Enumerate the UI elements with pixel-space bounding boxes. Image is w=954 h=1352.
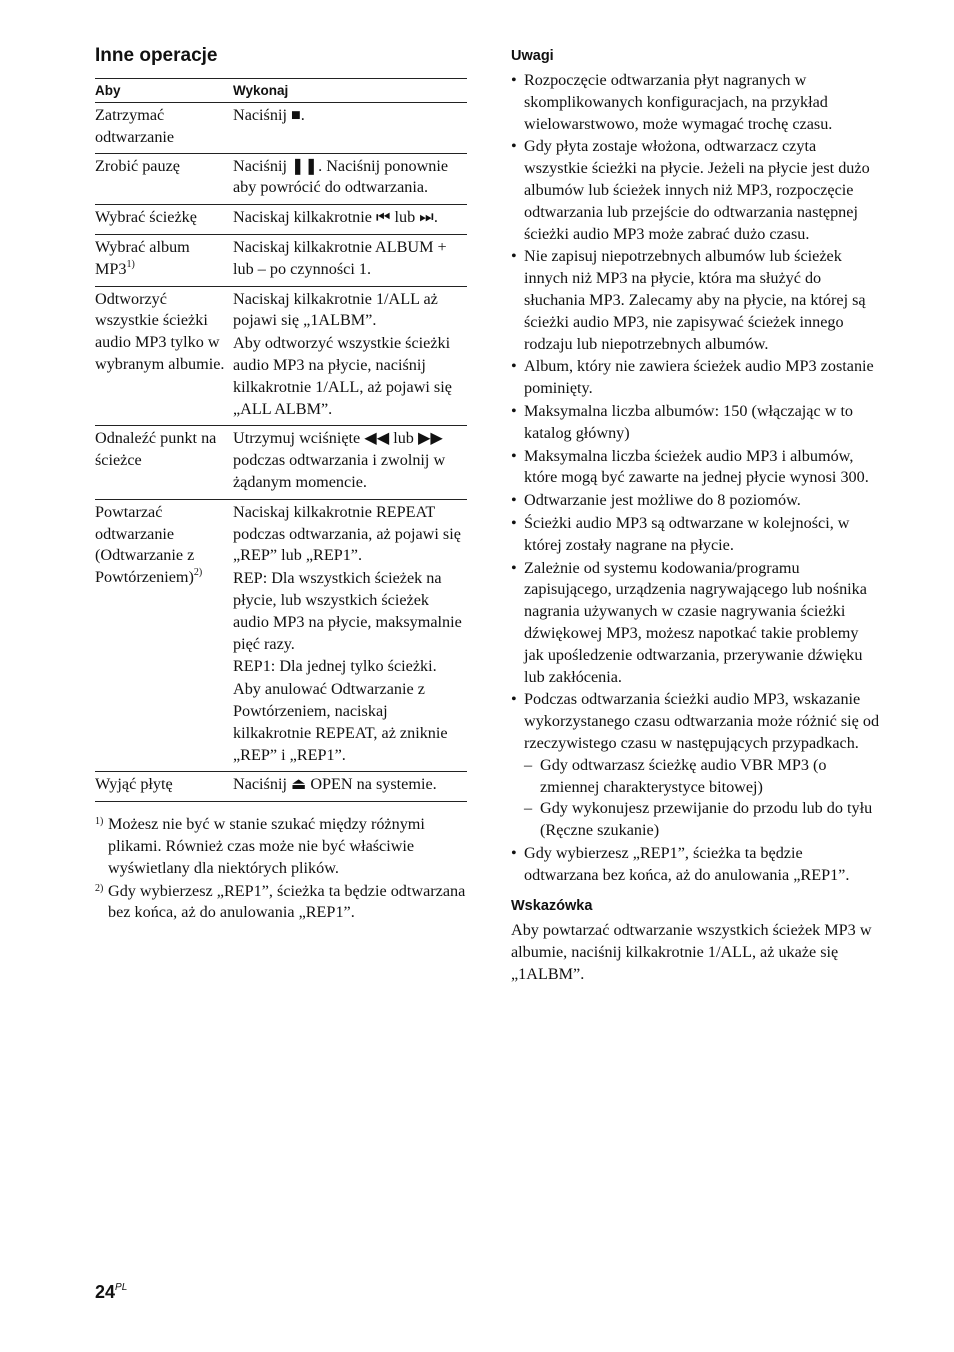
table-header-row <box>95 79 467 103</box>
row-instruction: Naciskaj kilkakrotnie 1/ALL aż pojawi się „1ALBM”. Aby odtworzyć wszystkie ścieżki audio MP3 na płycie, naciśnij kilkakrotnie 1/ALL, aż pojawi się „ALL ALBM”. <box>233 286 467 426</box>
row-action: Powtarzać odtwarzanie (Odtwarzanie z Powtórzeniem)$^{2)}$ <box>95 499 233 772</box>
tip-title: Wskazówka <box>511 898 593 915</box>
row-action: Odnaleźć punkt na ścieżce <box>95 426 233 499</box>
section-title: Inne operacje <box>95 45 218 66</box>
header-wykonaj: Wykonaj <box>233 79 467 103</box>
footnote-ref: 1) <box>126 258 135 270</box>
list-item: • Zależnie od systemu kodowania/programu zapisującego, urządzenia nagrywającego lub nośnika nagrania używanych w czasie nagrywania ścieżki dźwiękowej MP3, możesz napotkać takie problemy jak upośledzenie odtwarzania, przerywanie dźwięku lub zakłócenia. <box>511 558 867 686</box>
list-item: • Album, który nie zawiera ścieżek audio MP3 zostanie pominięty. <box>511 357 874 398</box>
row-instruction: Naciśnij ■. <box>233 103 467 154</box>
table-row <box>95 234 467 286</box>
footnotes <box>95 814 467 924</box>
row-action: Zrobić pauzę <box>95 153 233 205</box>
list-item: • Ścieżki audio MP3 są odtwarzane w kolejności, w której zostały nagrane na płycie. <box>511 513 850 554</box>
right-column <box>511 46 881 986</box>
row-action: Wybrać album MP3$^{1)}$ <box>95 234 233 286</box>
row-action: Wyjąć płytę <box>95 772 233 802</box>
page-number: $24^{PL}$ <box>95 1282 128 1302</box>
sub-list <box>524 755 881 842</box>
notes-title: Uwagi <box>511 48 554 64</box>
tip-text: Aby powtarzać odtwarzanie wszystkich ścieżek MP3 w albumie, naciśnij kilkakrotnie 1/ALL, aż ukaże się „1ALBM”. <box>511 921 872 984</box>
table-row <box>95 153 467 205</box>
table-row <box>95 286 467 426</box>
row-action: Wybrać ścieżkę <box>95 205 233 235</box>
list-item: • Gdy płyta zostaje włożona, odtwarzacz czyta wszystkie ścieżki na płycie. Jeżeli na płycie jest dużo albumów lub ścieżek innych niż MP3, rozpoczęcie odtwarzania lub przejście do odtwarzania następnej ścieżki audio MP3 może zabrać dużo czasu. <box>511 137 870 243</box>
row-instruction: Naciśnij ⏏ OPEN na systemie. <box>233 772 467 802</box>
list-item: • Nie zapisuj niepotrzebnych albumów lub ścieżek innych niż MP3 na płycie, która ma służyć do słuchania MP3. Zalecamy aby na płycie, na której są ścieżki audio MP3, nie zapisywać ścieżek innego rodzaju lub niepotrzebnych albumów. <box>511 247 866 353</box>
table-row <box>95 499 467 772</box>
footnote: 2) Gdy wybierzesz „REP1”, ścieżka ta będzie odtwarzana bez końca, aż do anulowania „REP1”. <box>95 881 466 922</box>
list-item: • Gdy wybierzesz „REP1”, ścieżka ta będzie odtwarzana bez końca, aż do anulowania „REP1”. <box>511 843 850 884</box>
list-item: • Podczas odtwarzania ścieżki audio MP3, wskazanie wykorzystanego czasu odtwarzania może różnić się od rzeczywistego czasu w następujących przypadkach. – Gdy odtwarzasz ścieżkę audio VBR MP3 (o zmiennej charakterystyce bitowej) – Gdy wykonujesz przewijanie do przodu lub do tyłu (Ręczne szukanie) <box>511 689 881 842</box>
row-action: Odtworzyć wszystkie ścieżki audio MP3 tylko w wybranym albumie. <box>95 286 233 426</box>
row-instruction: Naciskaj kilkakrotnie ⏮ lub ⏭. <box>233 205 467 235</box>
list-item: • Odtwarzanie jest możliwe do 8 poziomów. <box>511 491 801 510</box>
list-item: • Maksymalna liczba albumów: 150 (włączając w to katalog główny) <box>511 401 854 442</box>
row-instruction: Naciskaj kilkakrotnie ALBUM + lub – po czynności 1. <box>233 234 467 286</box>
footnote: 1) Możesz nie być w stanie szukać między różnymi plikami. Również czas może nie być właściwie wyświetlany dla niektórych plików. <box>95 815 425 877</box>
sub-list-item: – Gdy odtwarzasz ścieżkę audio VBR MP3 (o zmiennej charakterystyce bitowej) <box>524 755 827 796</box>
list-item: • Rozpoczęcie odtwarzania płyt nagranych w skomplikowanych konfiguracjach, na przykład wielowarstwowo, może wymagać trochę czasu. <box>511 71 833 133</box>
footnote-ref: 2) <box>193 567 203 579</box>
page-language-suffix: PL <box>115 1282 128 1293</box>
row-instruction: Naciśnij ❚❚. Naciśnij ponownie aby powrócić do odtwarzania. <box>233 153 467 205</box>
table-row <box>95 205 467 235</box>
row-action: Zatrzymać odtwarzanie <box>95 103 233 154</box>
table-row <box>95 426 467 499</box>
left-column <box>95 44 467 925</box>
notes-list <box>511 70 881 886</box>
row-instruction: Naciskaj kilkakrotnie REPEAT podczas odtwarzania, aż pojawi się „REP” lub „REP1”. REP: Dla wszystkich ścieżek na płycie, lub wszystkich ścieżek audio MP3 na płycie, maksymalnie pięć razy. REP1: Dla jednej tylko ścieżki. Aby anulować Odtwarzanie z Powtórzeniem, naciskaj kilkakrotnie REPEAT, aż zniknie „REP” i „REP1”. <box>233 499 467 772</box>
sub-list-item: – Gdy wykonujesz przewijanie do przodu lub do tyłu (Ręczne szukanie) <box>524 799 873 840</box>
header-aby: Aby <box>95 79 233 103</box>
operations-table <box>95 78 467 802</box>
row-instruction: Utrzymuj wciśnięte ◀◀ lub ▶▶ podczas odtwarzania i zwolnij w żądanym momencie. <box>233 426 467 499</box>
table-row <box>95 103 467 154</box>
list-item: • Maksymalna liczba ścieżek audio MP3 i albumów, które mogą być zawarte na jednej płycie wynosi 300. <box>511 446 869 487</box>
table-row <box>95 772 467 802</box>
